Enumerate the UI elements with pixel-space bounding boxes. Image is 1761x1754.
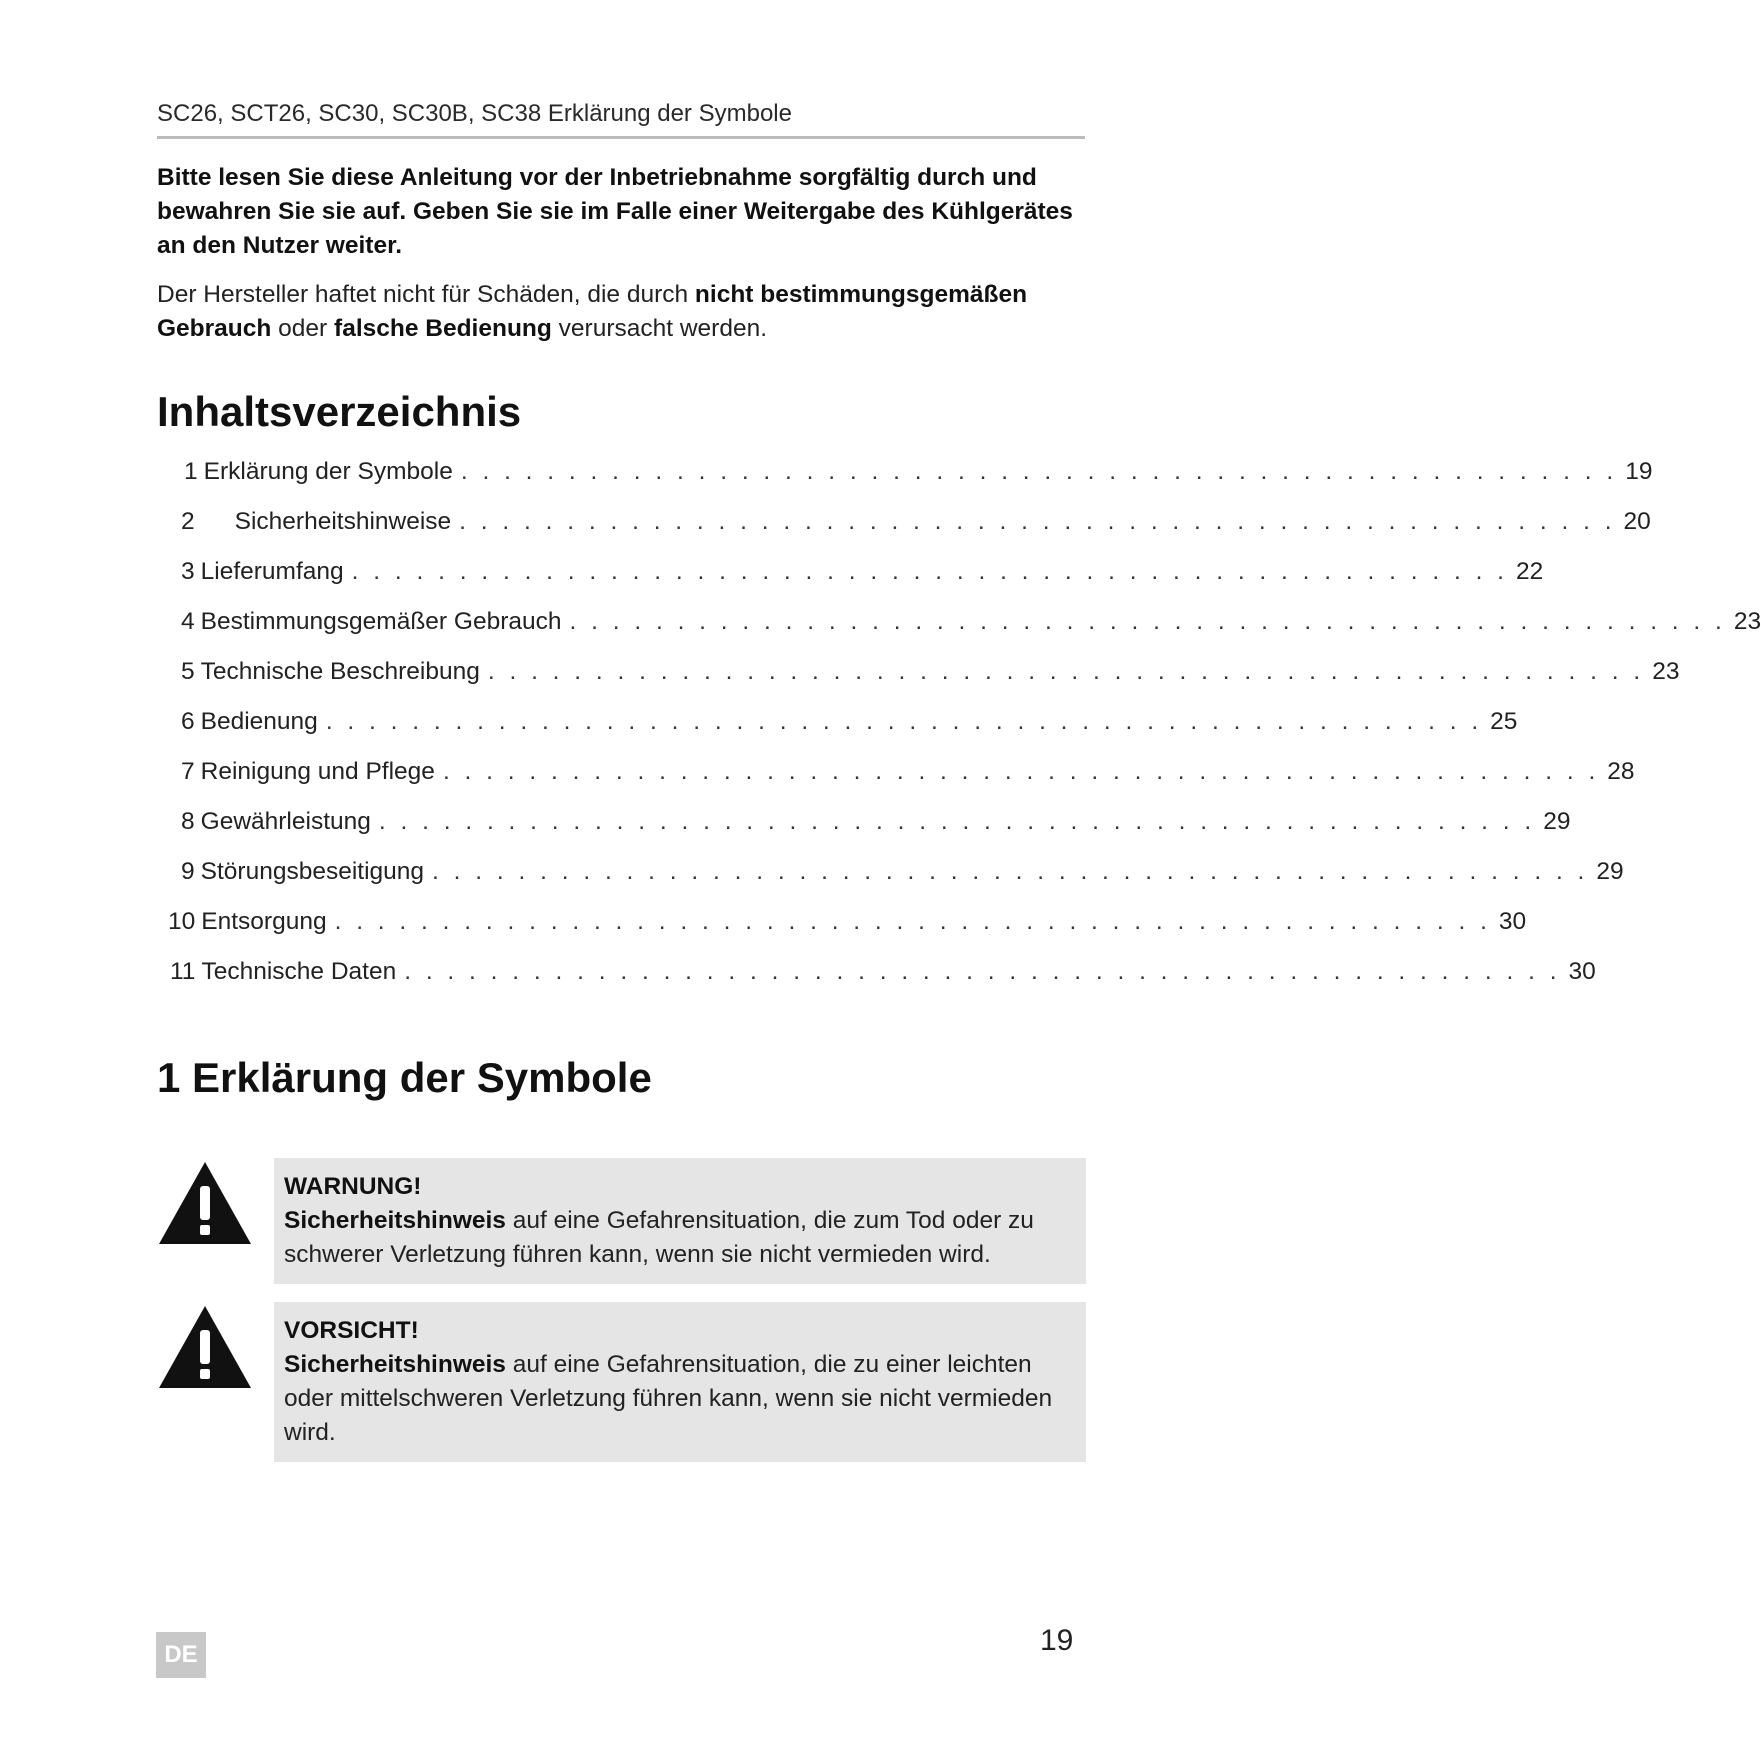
liability-text-2: oder [271, 315, 335, 342]
toc-entry[interactable] [181, 508, 1651, 542]
toc-entry-page: 29 [1543, 808, 1571, 835]
liability-bold-2: falsche Bedienung [334, 315, 552, 342]
toc-entry-number: 6 [181, 708, 195, 735]
toc-entry-title: Bedienung [200, 708, 318, 735]
warning-lead: Sicherheitshinweis [284, 1207, 506, 1234]
liability-paragraph [157, 278, 1097, 346]
toc-entry-title: Technische Beschreibung [200, 658, 480, 685]
toc-entry-number: 7 [181, 758, 195, 785]
toc-entry-page: 19 [1625, 458, 1653, 485]
toc-leader-dots: . . . . . . . . . . . . . . . . . . . . . . . . . . . . . . . . . . . . . . . . . . . . . . . . . . . . . . [459, 508, 1616, 535]
toc-entry-number: 3 [181, 558, 195, 585]
toc-entry-number: 10 [168, 908, 196, 935]
toc-entry-title: Entsorgung [201, 908, 327, 935]
toc-entry[interactable] [181, 858, 1624, 892]
toc-leader-dots: . . . . . . . . . . . . . . . . . . . . . . . . . . . . . . . . . . . . . . . . . . . . . . . . . . . . . . [442, 758, 1600, 785]
toc-entry-number: 11 [170, 958, 196, 985]
toc-entry[interactable] [181, 808, 1571, 842]
toc-entry-title: Technische Daten [201, 958, 397, 985]
toc-entry-title: Lieferumfang [200, 558, 344, 585]
toc-entry-number: 5 [181, 658, 195, 685]
toc-entry-page: 30 [1568, 958, 1596, 985]
toc-leader-dots: . . . . . . . . . . . . . . . . . . . . . . . . . . . . . . . . . . . . . . . . . . . . . . . . . . . . . . [334, 908, 1491, 935]
toc-entry[interactable] [181, 558, 1544, 592]
toc-entry[interactable] [168, 908, 1527, 942]
warning-triangle-icon [157, 1160, 253, 1246]
toc-leader-dots: . . . . . . . . . . . . . . . . . . . . . . . . . . . . . . . . . . . . . . . . . . . . . . . . . . . . . . [432, 858, 1589, 885]
toc-entry[interactable] [181, 758, 1635, 792]
toc-entry-title: Störungsbeseitigung [200, 858, 425, 885]
toc-entry-title: Erklärung der Symbole [203, 458, 453, 485]
toc-entry-title: Bestimmungsgemäßer Gebrauch [200, 608, 562, 635]
toc-entry-number: 8 [181, 808, 195, 835]
toc-entry[interactable] [170, 958, 1596, 992]
warning-text: auf eine Gefahrensituation, die zum Tod oder zu schwerer Verletzung führen kann, wenn sie nicht vermieden wird. [284, 1207, 1034, 1268]
toc-entry[interactable] [184, 458, 1653, 492]
liability-bold-1: nicht bestimmungsgemäßen Gebrauch [157, 281, 1028, 342]
toc-entry-number: 4 [181, 608, 195, 635]
toc-entry-page: 28 [1607, 758, 1635, 785]
toc-entry-page: 23 [1652, 658, 1680, 685]
toc-entry-title: Gewährleistung [200, 808, 371, 835]
toc-leader-dots: . . . . . . . . . . . . . . . . . . . . . . . . . . . . . . . . . . . . . . . . . . . . . . . . . . . . . . [569, 608, 1726, 635]
toc-entry-page: 29 [1596, 858, 1624, 885]
language-badge: DE [156, 1632, 206, 1678]
caution-title: VORSICHT! [284, 1317, 419, 1344]
toc-leader-dots: . . . . . . . . . . . . . . . . . . . . . . . . . . . . . . . . . . . . . . . . . . . . . . . . . . . . . . [325, 708, 1483, 735]
liability-text-1: Der Hersteller haftet nicht für Schäden, die durch [157, 281, 695, 308]
toc-entry-page: 25 [1490, 708, 1518, 735]
liability-text-3: verursacht werden. [551, 315, 768, 342]
toc-entry-number: 1 [184, 458, 198, 485]
page-number: 19 [1040, 1624, 1074, 1657]
toc-entry-title: Sicherheitshinweise [234, 508, 452, 535]
warning-title: WARNUNG! [284, 1173, 422, 1200]
toc-entry-page: 20 [1623, 508, 1651, 535]
section-heading: 1 Erklärung der Symbole [157, 1054, 652, 1101]
toc-entry[interactable] [181, 608, 1761, 642]
caution-notice [274, 1302, 1086, 1462]
toc-leader-dots: . . . . . . . . . . . . . . . . . . . . . . . . . . . . . . . . . . . . . . . . . . . . . . . . . . . . . . [487, 658, 1645, 685]
toc-entry[interactable] [181, 708, 1518, 742]
toc-entry-number: 2 [181, 508, 195, 535]
toc-entry[interactable] [181, 658, 1680, 692]
toc-entry-page: 23 [1733, 608, 1761, 635]
toc-leader-dots: . . . . . . . . . . . . . . . . . . . . . . . . . . . . . . . . . . . . . . . . . . . . . . . . . . . . . . [378, 808, 1536, 835]
warning-triangle-icon [157, 1304, 253, 1390]
intro-notice-bold: Bitte lesen Sie diese Anleitung vor der Inbetriebnahme sorgfältig durch und bewahren Sie sie auf. Geben Sie sie im Falle einer Weitergabe des Kühlgerätes an den Nutzer weiter. [157, 164, 1073, 259]
warning-notice [274, 1158, 1086, 1284]
toc-entry-number: 9 [181, 858, 195, 885]
caution-lead: Sicherheitshinweis [284, 1351, 506, 1378]
toc-entry-page: 22 [1516, 558, 1544, 585]
caution-text: auf eine Gefahrensituation, die zu einer leichten oder mittelschweren Verletzung führen kann, wenn sie nicht vermieden wird. [284, 1351, 1053, 1446]
toc-entry-page: 30 [1498, 908, 1527, 935]
toc-leader-dots: . . . . . . . . . . . . . . . . . . . . . . . . . . . . . . . . . . . . . . . . . . . . . . . . . . . . . . [460, 458, 1618, 485]
toc-heading: Inhaltsverzeichnis [157, 388, 522, 435]
toc-entry-title: Reinigung und Pflege [200, 758, 435, 785]
toc-leader-dots: . . . . . . . . . . . . . . . . . . . . . . . . . . . . . . . . . . . . . . . . . . . . . . . . . . . . . . [404, 958, 1561, 985]
toc-leader-dots: . . . . . . . . . . . . . . . . . . . . . . . . . . . . . . . . . . . . . . . . . . . . . . . . . . . . . . [351, 558, 1508, 585]
running-header: SC26, SCT26, SC30, SC30B, SC38 Erklärung der Symbole [157, 100, 1085, 139]
